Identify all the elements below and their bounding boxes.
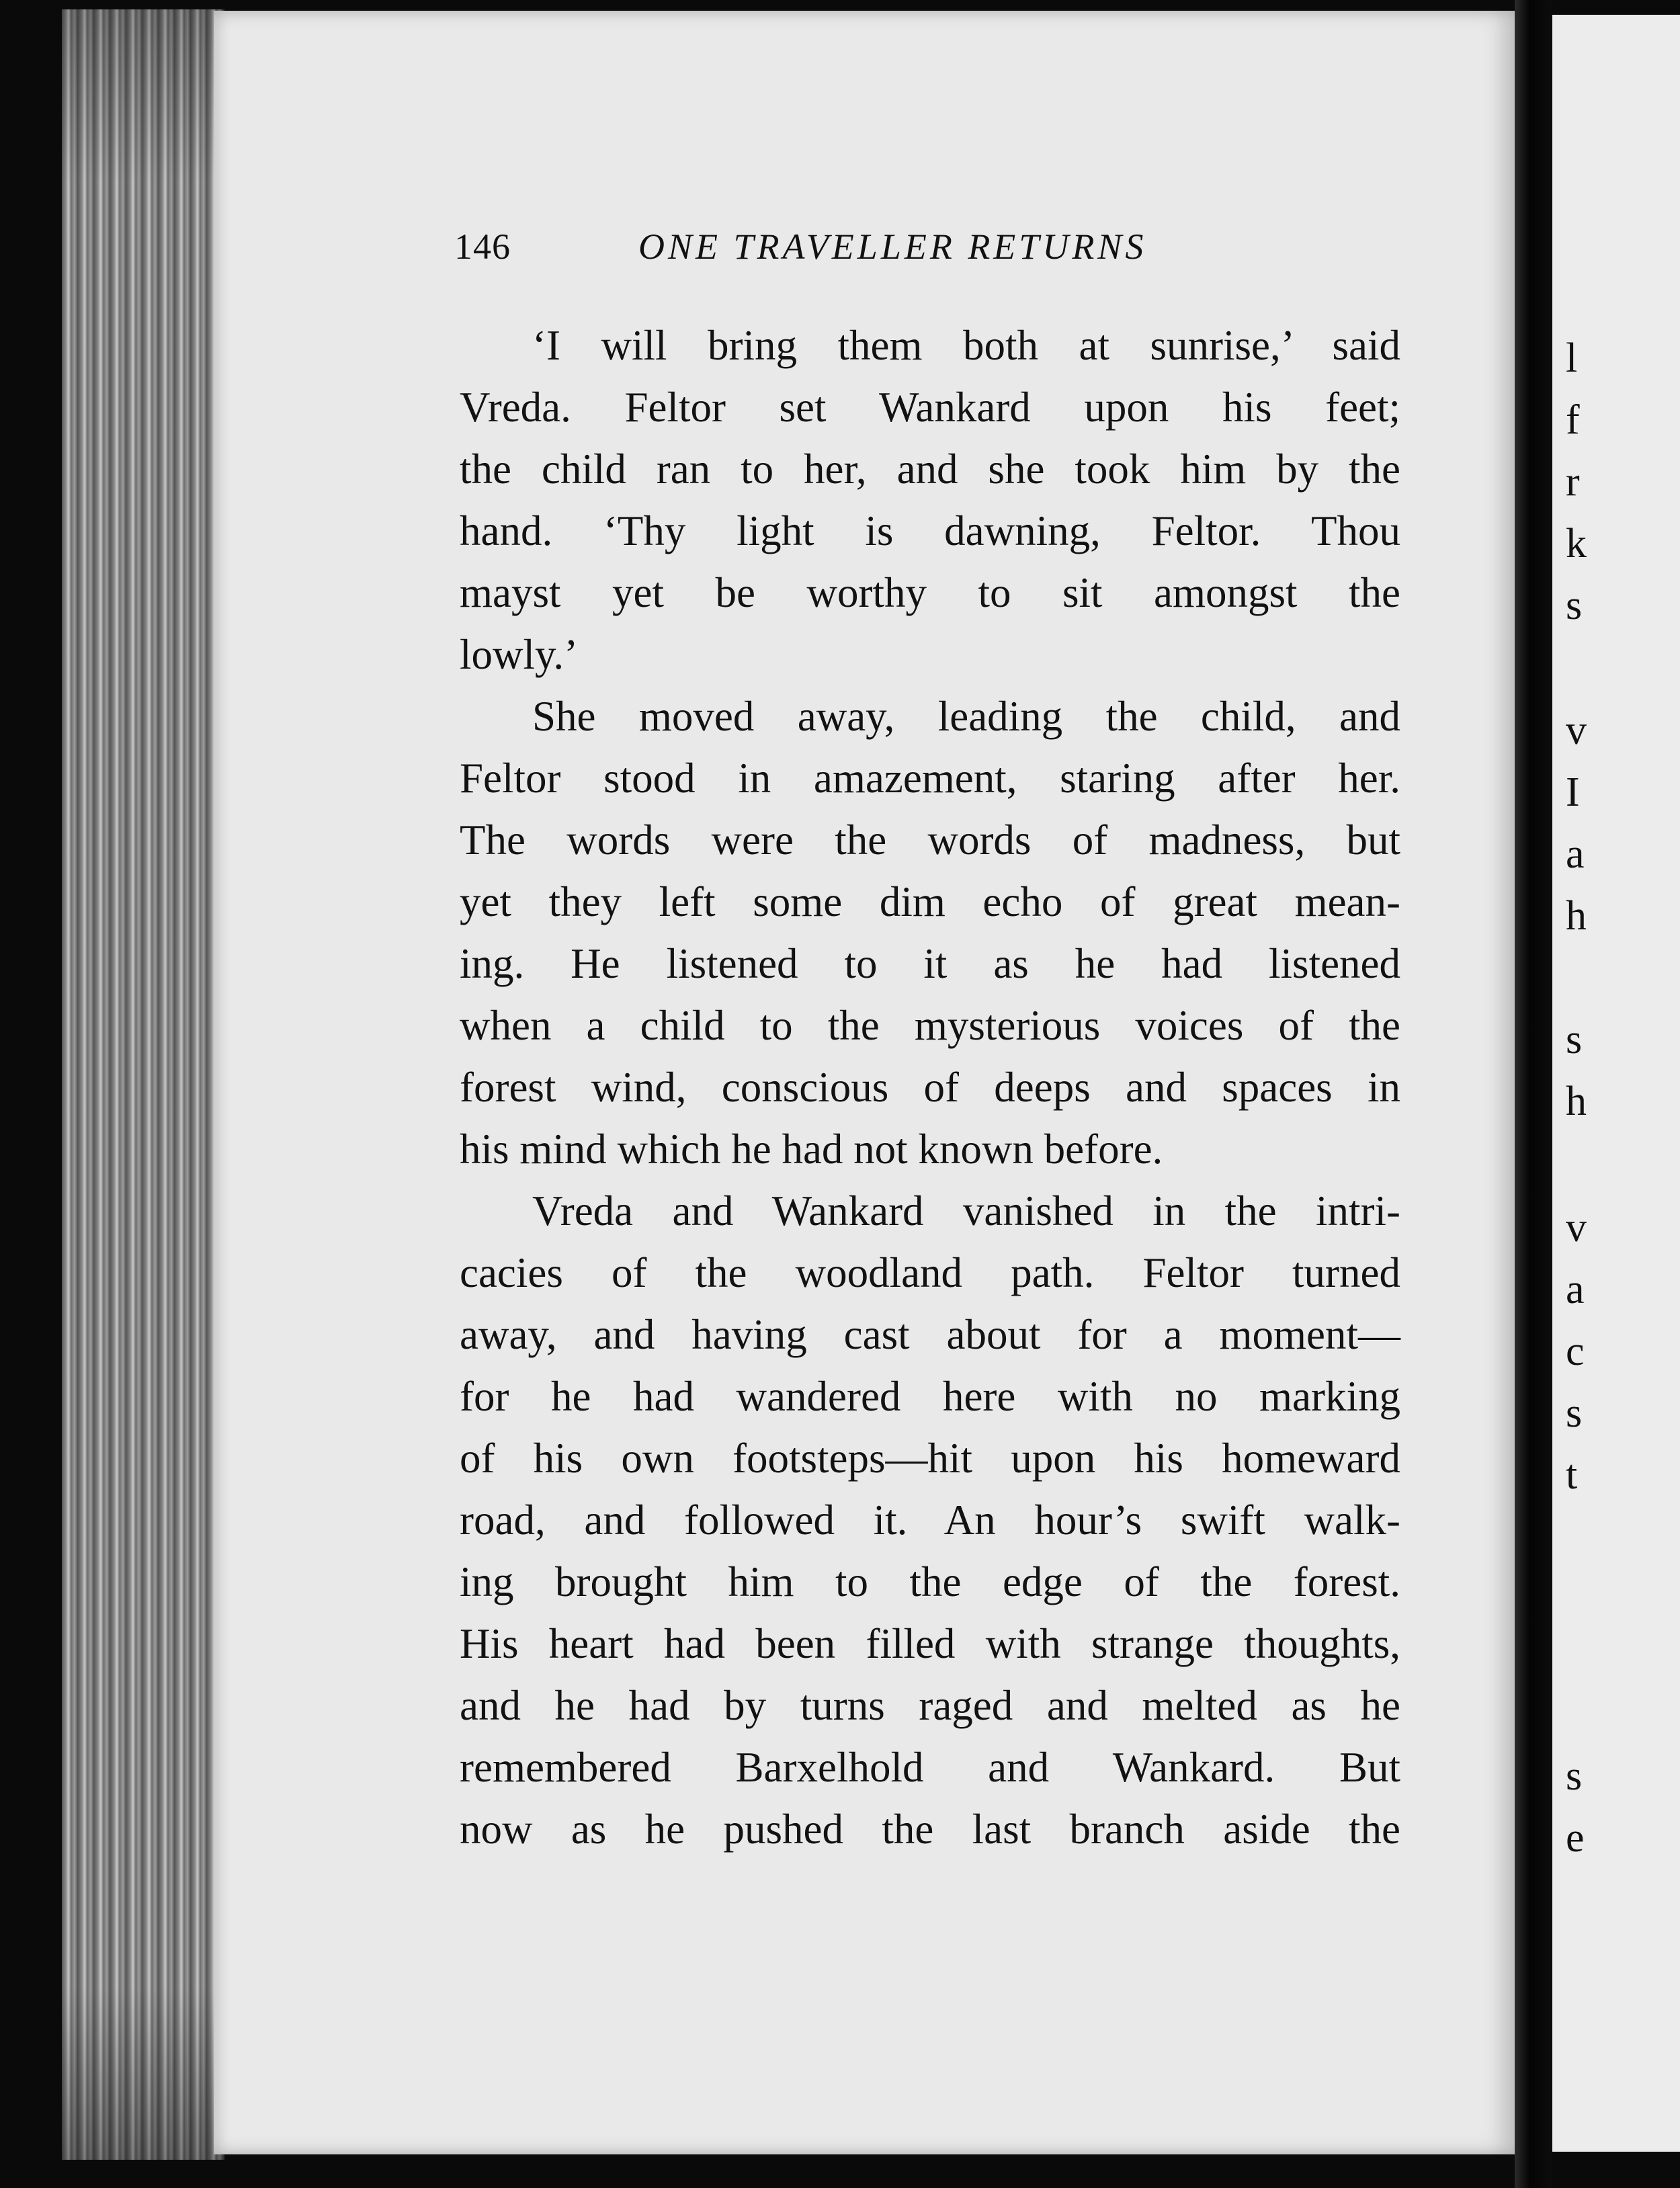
facing-page-fragment: c [1566,1329,1585,1374]
paragraph-1 [460,314,1400,685]
facing-page-fragment: v [1566,1205,1587,1251]
facing-page-fragment: a [1566,831,1585,877]
text-line: road, and followed it. An hour’s swift walk- [460,1497,1400,1544]
facing-page-fragment: e [1566,1815,1585,1861]
text-line: remembered Barxelhold and Wankard. But [460,1744,1400,1791]
text-line: and he had by turns raged and melted as he [460,1682,1400,1729]
text-line: for he had wandered here with no marking [460,1373,1400,1420]
text-line: yet they left some dim echo of great mean- [460,878,1400,925]
facing-page-fragment: I [1566,769,1580,815]
facing-page-fragment: s [1566,1017,1583,1062]
text-line: hand. ‘Thy light is dawning, Feltor. Thou [460,507,1400,554]
facing-page-fragment: h [1566,893,1587,939]
text-line: Feltor stood in amazement, staring after her. [460,755,1400,802]
text-line: Vreda. Feltor set Wankard upon his feet; [460,384,1400,431]
facing-page-fragment: s [1566,1753,1583,1799]
text-line: now as he pushed the last branch aside the [460,1806,1400,1853]
facing-page [1552,15,1680,2152]
text-line: the child ran to her, and she took him by the [460,446,1400,493]
text-line: Vreda and Wankard vanished in the intri- [532,1187,1400,1234]
paragraph-3 [460,1180,1400,1860]
text-line: ing brought him to the edge of the forest. [460,1558,1400,1605]
facing-page-fragment: k [1566,521,1587,566]
text-line: of his own footsteps—hit upon his homeward [460,1435,1400,1482]
facing-page-fragment: r [1566,459,1580,505]
text-line: mayst yet be worthy to sit amongst the [460,569,1400,616]
facing-page-fragment: h [1566,1079,1587,1124]
text-line: She moved away, leading the child, and [532,693,1400,740]
page-edges [62,9,224,2160]
text-line: away, and having cast about for a moment— [460,1311,1400,1358]
text-line: lowly.’ [460,631,579,678]
paragraph-2 [460,685,1400,1180]
running-head: ONE TRAVELLER RETURNS [638,226,1147,267]
body-text [460,314,1400,1860]
text-line: cacies of the woodland path. Feltor turned [460,1249,1400,1296]
facing-page-fragment: s [1566,583,1583,628]
text-line: his mind which he had not known before. [460,1126,1163,1173]
text-line: ‘I will bring them both at sunrise,’ said [532,322,1400,369]
facing-page-fragment: t [1566,1452,1578,1498]
facing-page-fragment: f [1566,397,1580,443]
text-line: forest wind, conscious of deeps and spaces in [460,1064,1400,1111]
text-line: when a child to the mysterious voices of the [460,1002,1400,1049]
facing-page-fragment: l [1566,335,1578,381]
text-line: The words were the words of madness, but [460,816,1400,864]
page-number: 146 [454,226,511,267]
book-gutter [1515,0,1552,2188]
facing-page-fragment: a [1566,1267,1585,1312]
facing-page-fragment: s [1566,1390,1583,1436]
facing-page-fragment: v [1566,708,1587,753]
text-line: ing. He listened to it as he had listened [460,940,1400,987]
text-line: His heart had been filled with strange thoughts, [460,1620,1400,1667]
